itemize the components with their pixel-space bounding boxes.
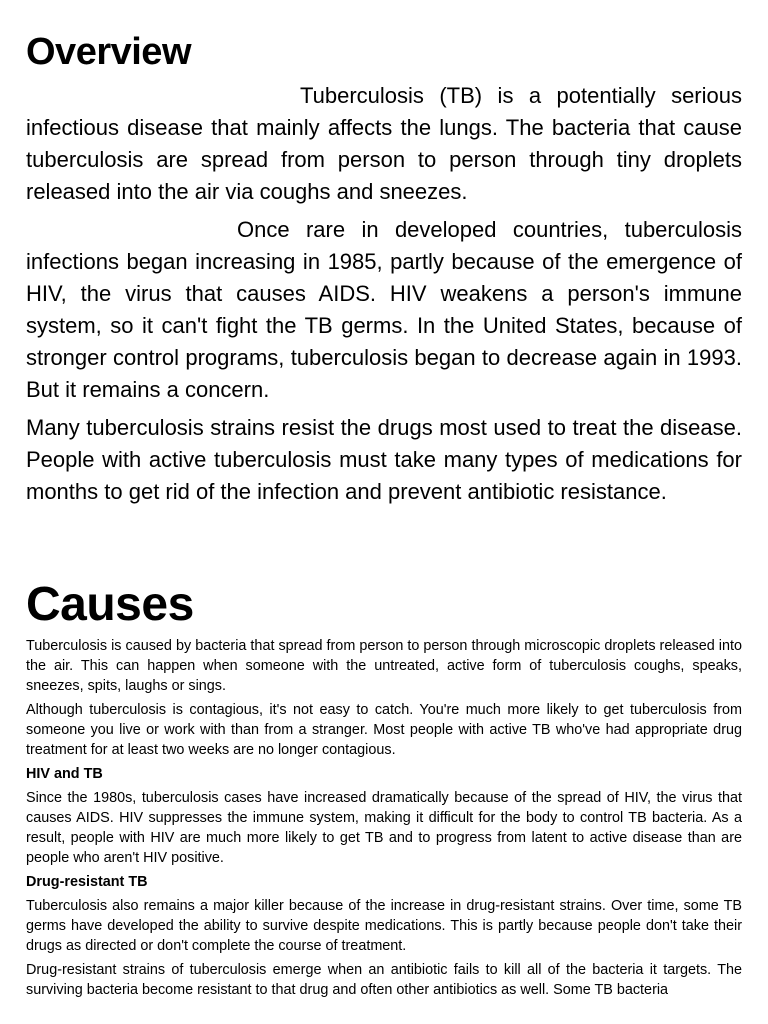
- hiv-paragraph: Since the 1980s, tuberculosis cases have increased dramatically because of the spread of HIV, the virus that causes AIDS. HIV suppresses the immune system, making it difficult for the body to control TB bacteria. As a result, people with HIV are much more likely to get TB and to progress from latent to active disease than are people who aren't HIV positive.: [26, 790, 742, 866]
- overview-heading: Overview: [26, 31, 191, 73]
- causes-paragraph: Tuberculosis is caused by bacteria that spread from person to person through microscopic droplets released into the air. This can happen when someone with the untreated, active form of tuberculosis coughs, speaks, sneezes, spits, laughs or sings.: [26, 638, 742, 694]
- drug-resistant-paragraph: Tuberculosis also remains a major killer because of the increase in drug-resistant strains. Over time, some TB germs have developed the ability to survive despite medications. This is partly because people don't take their drugs as directed or don't complete the course of treatment.: [26, 898, 742, 954]
- document-page: [26, 0, 742, 1004]
- drug-resistant-subheading: Drug-resistant TB: [26, 874, 148, 890]
- causes-heading: Causes: [26, 578, 194, 631]
- overview-paragraph: Many tuberculosis strains resist the drugs most used to treat the disease. People with active tuberculosis must take many types of medications for months to get rid of the infection and prevent antibiotic resistance.: [26, 415, 742, 504]
- causes-paragraph: Although tuberculosis is contagious, it's not easy to catch. You're much more likely to get tuberculosis from someone you live or work with than from a stranger. Most people with active TB who've had appropriate drug treatment for at least two weeks are no longer contagious.: [26, 702, 742, 758]
- overview-paragraph: Once rare in developed countries, tuberculosis infections began increasing in 1985, partly because of the emergence of HIV, the virus that causes AIDS. HIV weakens a person's immune system, so it can't fight the TB germs. In the United States, because of stronger control programs, tuberculosis began to decrease again in 1993. But it remains a concern.: [26, 217, 742, 402]
- hiv-subheading: HIV and TB: [26, 766, 103, 782]
- overview-paragraph: Tuberculosis (TB) is a potentially serious infectious disease that mainly affects the lungs. The bacteria that cause tuberculosis are spread from person to person through tiny droplets released into the air via coughs and sneezes.: [26, 83, 742, 204]
- drug-resistant-paragraph: Drug-resistant strains of tuberculosis emerge when an antibiotic fails to kill all of the bacteria it targets. The surviving bacteria become resistant to that drug and often other antibiotics as well. Some TB bacteria: [26, 962, 742, 998]
